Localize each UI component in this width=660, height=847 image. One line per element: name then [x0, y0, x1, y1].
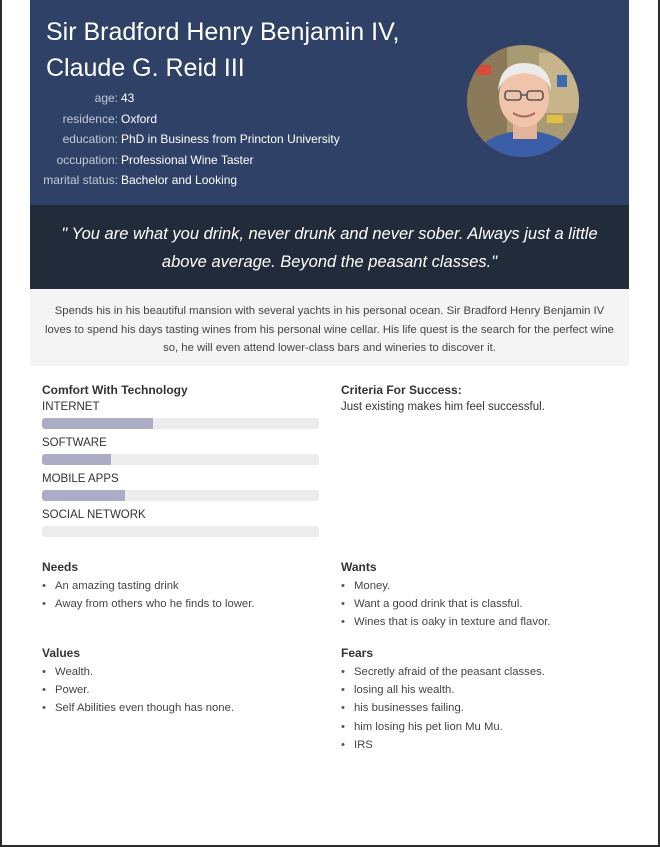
bio-band	[30, 289, 629, 366]
persona-name-line2: Claude G. Reid III	[46, 54, 245, 82]
fact-marital-status	[30, 170, 340, 191]
tech-bar-fill	[42, 454, 111, 465]
fact-label: residence:	[62, 111, 118, 126]
persona-bio: Spends his in his beautiful mansion with several yachts in his personal ocean. Sir Bradford Henry Benjamin IV loves to spend his days tasting wines from his personal wine cellar. His life quest is the search for the perfect wine so, he will even attend lower-class bars and wineries to discover it.	[45, 305, 614, 354]
list-item: • Away from others who he finds to lower.	[42, 595, 322, 613]
tech-label: MOBILE APPS	[42, 473, 119, 485]
list-item: • his businesses failing.	[341, 699, 621, 717]
tech-item-software	[42, 436, 319, 472]
wants-section	[341, 559, 621, 632]
tech-bar-track	[42, 418, 319, 429]
values-heading: Values	[42, 646, 81, 660]
list-item: • Money.	[341, 577, 621, 595]
technology-section	[42, 382, 319, 544]
criteria-text: Just existing makes him feel successful.	[341, 401, 545, 413]
tech-bar-fill	[42, 490, 125, 501]
tech-bar-track	[42, 490, 319, 501]
quote-band	[30, 205, 629, 289]
values-section	[42, 645, 322, 718]
persona-name-line1: Sir Bradford Henry Benjamin IV,	[46, 18, 400, 46]
tech-label: SOCIAL NETWORK	[42, 509, 146, 521]
fact-occupation	[30, 150, 340, 171]
technology-heading: Comfort With Technology	[42, 383, 188, 397]
tech-label: SOFTWARE	[42, 437, 107, 449]
persona-page	[30, 0, 629, 845]
portrait-image	[467, 45, 579, 157]
list-item: • Secretly afraid of the peasant classes.	[341, 663, 621, 681]
fears-heading: Fears	[341, 646, 374, 660]
needs-list	[42, 577, 322, 613]
fears-section	[341, 645, 621, 754]
fact-age	[30, 88, 340, 109]
tech-item-mobile-apps	[42, 472, 319, 508]
tech-item-social-network	[42, 508, 319, 544]
fact-value: Professional Wine Taster	[121, 152, 254, 167]
list-item: • Wealth.	[42, 663, 322, 681]
fact-residence	[30, 109, 340, 130]
criteria-section	[341, 382, 621, 415]
list-item: • IRS	[341, 736, 621, 754]
fact-value: Oxford	[121, 111, 158, 126]
persona-quote: " You are what you drink, never drunk and never sober. Always just a little above average. Beyond the peasant classes."	[61, 225, 598, 271]
list-item: • An amazing tasting drink	[42, 577, 322, 595]
needs-heading: Needs	[42, 560, 79, 574]
list-item: • Power.	[42, 681, 322, 699]
fact-value: 43	[121, 91, 135, 106]
fact-value: Bachelor and Looking	[121, 173, 238, 188]
criteria-heading: Criteria For Success:	[341, 383, 462, 397]
needs-section	[42, 559, 322, 613]
fact-value: PhD in Business from Princton University	[121, 132, 340, 147]
fact-label: age:	[94, 91, 118, 106]
persona-facts	[30, 88, 340, 191]
persona-avatar	[467, 45, 579, 157]
tech-label: INTERNET	[42, 401, 100, 413]
fact-education	[30, 129, 340, 150]
persona-name	[46, 14, 466, 86]
tech-bar-track	[42, 526, 319, 537]
fact-label: occupation:	[56, 152, 118, 167]
list-item: • him losing his pet lion Mu Mu.	[341, 718, 621, 736]
list-item: • Self Abilities even though has none.	[42, 699, 322, 717]
tech-bar-track	[42, 454, 319, 465]
wants-heading: Wants	[341, 560, 377, 574]
persona-header	[30, 0, 629, 205]
list-item: • losing all his wealth.	[341, 681, 621, 699]
tech-item-internet	[42, 400, 319, 436]
list-item: • Wines that is oaky in texture and flavor.	[341, 613, 621, 631]
page-border-left	[0, 0, 2, 847]
values-list	[42, 663, 322, 718]
tech-bar-fill	[42, 418, 153, 429]
fact-label: marital status:	[43, 173, 118, 188]
wants-list	[341, 577, 621, 632]
fact-label: education:	[62, 132, 118, 147]
list-item: • Want a good drink that is classful.	[341, 595, 621, 613]
fears-list	[341, 663, 621, 754]
